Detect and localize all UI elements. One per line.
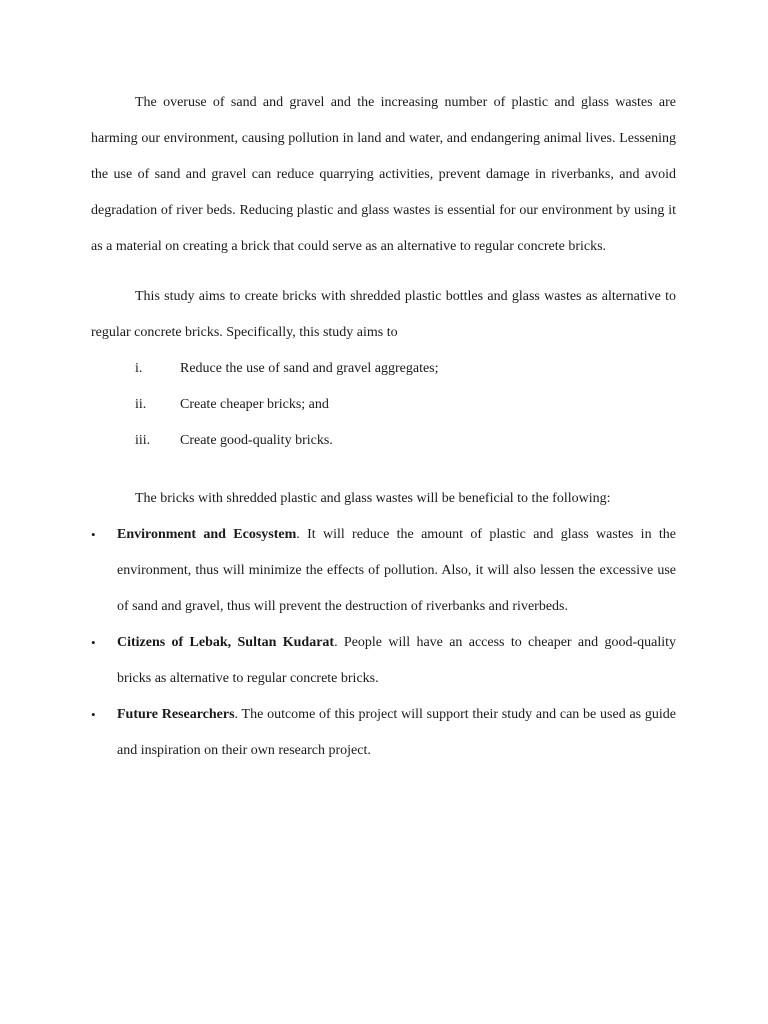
bullet-icon: • bbox=[91, 635, 96, 650]
intro-paragraph: The overuse of sand and gravel and the increasing number of plastic and glass wastes are harming our environment, causing pollution in land and water, and endangering animal lives. Lessening the use of sand and gravel can reduce quarrying activities, prevent damage in riverbanks, and avoid degradation of river beds. Reducing plastic and glass wastes is essential for our environment by using it as a material on creating a brick that could serve as an alternative to regular concrete bricks. bbox=[91, 95, 676, 254]
list-item bbox=[91, 517, 676, 625]
document-page bbox=[91, 85, 676, 769]
objective-text: Reduce the use of sand and gravel aggregates; bbox=[180, 361, 439, 376]
bullet-icon: • bbox=[91, 707, 96, 722]
list-item bbox=[91, 697, 676, 769]
beneficiary-title: Environment and Ecosystem bbox=[117, 527, 297, 542]
beneficiaries-list bbox=[91, 517, 676, 769]
objective-number: ii. bbox=[135, 397, 147, 412]
beneficiary-title: Future Researchers bbox=[117, 707, 235, 722]
objectives-list bbox=[91, 351, 676, 459]
objective-text: Create cheaper bricks; and bbox=[180, 397, 329, 412]
bullet-icon: • bbox=[91, 527, 96, 542]
beneficiaries-intro: The bricks with shredded plastic and glass wastes will be beneficial to the following: bbox=[135, 491, 611, 506]
list-item bbox=[91, 423, 676, 459]
objective-number: iii. bbox=[135, 433, 151, 448]
beneficiary-text: . The outcome of this project will support their study and can be used as guide and inspiration on their own research project. bbox=[117, 707, 676, 758]
objective-number: i. bbox=[135, 361, 143, 376]
list-item bbox=[91, 351, 676, 387]
list-item bbox=[91, 387, 676, 423]
beneficiary-text: . It will reduce the amount of plastic and glass wastes in the environment, thus will minimize the effects of pollution. Also, it will also lessen the excessive use of sand and gravel, thus will prevent the destruction of riverbanks and riverbeds. bbox=[117, 527, 676, 614]
list-item bbox=[91, 625, 676, 697]
beneficiary-text: . People will have an access to cheaper and good-quality bricks as alternative to regular concrete bricks. bbox=[117, 635, 676, 686]
beneficiary-title: Citizens of Lebak, Sultan Kudarat bbox=[117, 635, 335, 650]
objective-text: Create good-quality bricks. bbox=[180, 433, 333, 448]
aims-paragraph: This study aims to create bricks with shredded plastic bottles and glass wastes as alternative to regular concrete bricks. Specifically, this study aims to bbox=[91, 289, 676, 340]
